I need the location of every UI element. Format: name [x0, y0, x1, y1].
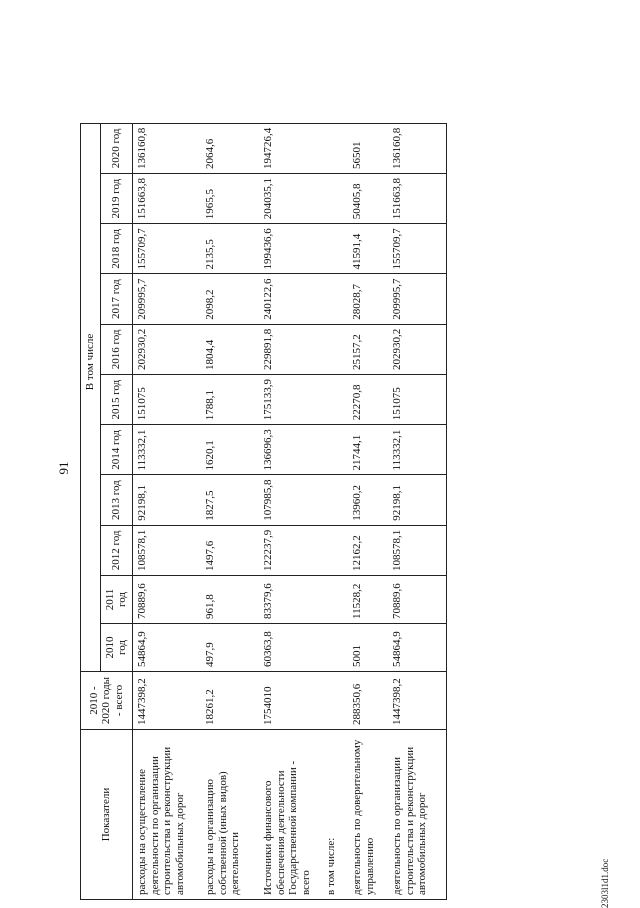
- table-body: [132, 123, 446, 899]
- row-year-value: [315, 224, 348, 274]
- row-year-value: 92198,1: [388, 475, 447, 525]
- row-year-value: 13960,2: [348, 475, 388, 525]
- row-year-value: 194726,4: [259, 123, 316, 173]
- header-year: 2010 год: [100, 624, 132, 672]
- row-year-value: [315, 123, 348, 173]
- row-total-value: 1447398,2: [388, 672, 447, 730]
- row-year-value: 1827,5: [201, 475, 259, 525]
- row-year-value: 28028,7: [348, 274, 388, 324]
- header-year: 2017 год: [100, 274, 132, 324]
- indicators-table: [80, 123, 447, 900]
- row-year-value: 92198,1: [132, 475, 201, 525]
- page-number: 91: [56, 461, 71, 475]
- row-year-value: [315, 525, 348, 575]
- row-year-value: 60363,8: [259, 624, 316, 672]
- header-year: 2015 год: [100, 375, 132, 425]
- row-year-value: 56501: [348, 123, 388, 173]
- row-year-value: 122237,9: [259, 525, 316, 575]
- table-row: [315, 123, 348, 899]
- row-year-value: 1620,1: [201, 425, 259, 475]
- row-year-value: 240122,6: [259, 274, 316, 324]
- row-year-value: 83379,6: [259, 576, 316, 624]
- row-year-value: 2098,2: [201, 274, 259, 324]
- row-year-value: 151075: [388, 375, 447, 425]
- row-year-value: 2135,5: [201, 224, 259, 274]
- row-year-value: 1965,5: [201, 174, 259, 224]
- row-total-value: 1447398,2: [132, 672, 201, 730]
- row-year-value: 5001: [348, 624, 388, 672]
- row-year-value: 113332,1: [132, 425, 201, 475]
- row-year-value: 54864,9: [132, 624, 201, 672]
- row-year-value: [315, 624, 348, 672]
- row-year-value: [315, 425, 348, 475]
- row-year-value: [315, 375, 348, 425]
- row-year-value: 41591,4: [348, 224, 388, 274]
- row-year-value: 50405,8: [348, 174, 388, 224]
- header-indicator: Показатели: [81, 730, 133, 900]
- header-year: 2013 год: [100, 475, 132, 525]
- row-year-value: [315, 324, 348, 374]
- row-year-value: 155709,7: [132, 224, 201, 274]
- header-year: 2019 год: [100, 174, 132, 224]
- row-year-value: 961,8: [201, 576, 259, 624]
- header-in-total: В том числе: [81, 123, 101, 671]
- table-row: [348, 123, 388, 899]
- row-year-value: 202930,2: [132, 324, 201, 374]
- row-year-value: 70889,6: [388, 576, 447, 624]
- header-year: 2014 год: [100, 425, 132, 475]
- row-indicator-label: расходы на организацию собственной (иных видов) деятельности: [201, 730, 259, 900]
- row-year-value: 136160,8: [388, 123, 447, 173]
- header-year: 2016 год: [100, 324, 132, 374]
- row-year-value: 108578,1: [132, 525, 201, 575]
- row-year-value: 1497,6: [201, 525, 259, 575]
- row-year-value: 202930,2: [388, 324, 447, 374]
- row-year-value: 151075: [132, 375, 201, 425]
- row-year-value: [315, 475, 348, 525]
- row-total-value: 1754010: [259, 672, 316, 730]
- row-year-value: 22270,8: [348, 375, 388, 425]
- row-year-value: 25157,2: [348, 324, 388, 374]
- row-indicator-label: деятельность по организации строительства и реконструкции автомобильных дорог: [388, 730, 447, 900]
- rotated-page: [52, 28, 612, 908]
- header-year: 2012 год: [100, 525, 132, 575]
- row-year-value: 209995,7: [132, 274, 201, 324]
- row-year-value: 1788,1: [201, 375, 259, 425]
- row-year-value: 54864,9: [388, 624, 447, 672]
- table-row: [388, 123, 447, 899]
- row-year-value: 209995,7: [388, 274, 447, 324]
- row-year-value: 151663,8: [388, 174, 447, 224]
- row-year-value: 497,9: [201, 624, 259, 672]
- document-footer: 2303l1d1.doc: [600, 858, 610, 908]
- row-year-value: 229891,8: [259, 324, 316, 374]
- row-year-value: [315, 274, 348, 324]
- row-year-value: 199436,6: [259, 224, 316, 274]
- row-year-value: 11528,2: [348, 576, 388, 624]
- row-year-value: 175133,9: [259, 375, 316, 425]
- table-row: [259, 123, 316, 899]
- row-year-value: 70889,6: [132, 576, 201, 624]
- row-year-value: 2064,6: [201, 123, 259, 173]
- row-year-value: 155709,7: [388, 224, 447, 274]
- row-year-value: 151663,8: [132, 174, 201, 224]
- table-row: [201, 123, 259, 899]
- row-year-value: 113332,1: [388, 425, 447, 475]
- header-year: 2011 год: [100, 576, 132, 624]
- row-year-value: [315, 174, 348, 224]
- row-year-value: 12162,2: [348, 525, 388, 575]
- row-indicator-label: расходы на осуществление деятельности по организации строительства и реконструкции автомобильных дорог: [132, 730, 201, 900]
- row-year-value: 107985,8: [259, 475, 316, 525]
- row-indicator-label: Источники финансового обеспечения деятельности Государственной компании - всего: [259, 730, 316, 900]
- row-total-value: 288350,6: [348, 672, 388, 730]
- row-total-value: [315, 672, 348, 730]
- row-note-label: в том числе:: [315, 730, 348, 900]
- row-year-value: 136696,3: [259, 425, 316, 475]
- row-year-value: 1804,4: [201, 324, 259, 374]
- row-year-value: [315, 576, 348, 624]
- header-total: 2010 - 2020 годы - всего: [81, 672, 133, 730]
- row-year-value: 204035,1: [259, 174, 316, 224]
- row-year-value: 108578,1: [388, 525, 447, 575]
- row-year-value: 21744,1: [348, 425, 388, 475]
- row-total-value: 18261,2: [201, 672, 259, 730]
- header-year: 2018 год: [100, 224, 132, 274]
- row-indicator-label: деятельность по доверительному управлению: [348, 730, 388, 900]
- table-row: [132, 123, 201, 899]
- row-year-value: 136160,8: [132, 123, 201, 173]
- header-year: 2020 год: [100, 123, 132, 173]
